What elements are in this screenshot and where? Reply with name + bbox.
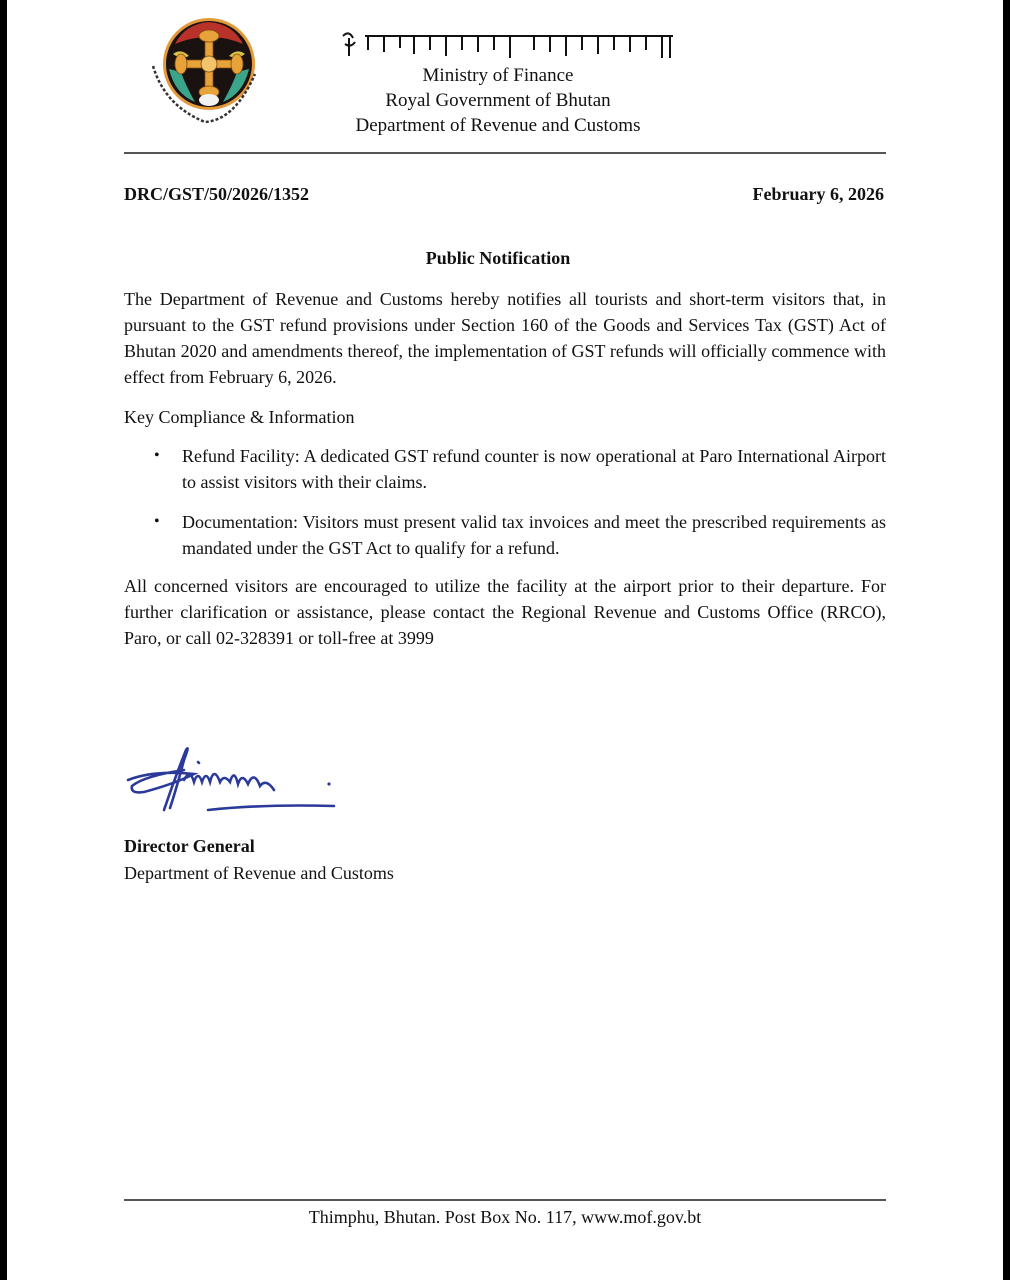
bullet-documentation bbox=[124, 509, 886, 561]
closing-paragraph: All concerned visitors are encouraged to utilize the facility at the airport prior to their departure. For further clarification or assistance, please contact the Regional Revenue and Customs Office (RRCO), Paro, or call 02-328391 or toll-free at 3999 bbox=[124, 576, 886, 648]
notice-title: Public Notification bbox=[425, 248, 571, 268]
document-page bbox=[7, 0, 1003, 1280]
dzongkha-title bbox=[337, 28, 687, 62]
department-name: Department of Revenue and Customs bbox=[355, 115, 641, 136]
signatory-title: Director General bbox=[124, 836, 255, 856]
bullet-text: Refund Facility: A dedicated GST refund counter is now operational at Paro International Airport to assist visitors with their claims. bbox=[182, 446, 886, 492]
footer-divider bbox=[124, 1199, 886, 1201]
bullet-refund-facility bbox=[124, 443, 886, 495]
footer-address: Thimphu, Bhutan. Post Box No. 117, www.mof.gov.bt bbox=[308, 1207, 702, 1227]
signatory-department: Department of Revenue and Customs bbox=[124, 863, 394, 883]
notice-date: February 6, 2026 bbox=[752, 184, 884, 204]
bullet-icon: • bbox=[154, 513, 160, 530]
intro-paragraph: The Department of Revenue and Customs hereby notifies all tourists and short-term visitors that, in pursuant to the GST refund provisions under Section 160 of the Goods and Services Tax (GST) Act of Bhutan 2020 and amendments thereof, the implementation of GST refunds will officially commence with effect from February 6, 2026. bbox=[124, 289, 886, 387]
header-divider bbox=[124, 152, 886, 154]
key-compliance-heading: Key Compliance & Information bbox=[124, 407, 355, 427]
reference-number: DRC/GST/50/2026/1352 bbox=[124, 184, 310, 204]
government-name: Royal Government of Bhutan bbox=[385, 90, 611, 111]
signature-icon bbox=[124, 740, 344, 820]
ministry-name: Ministry of Finance bbox=[422, 65, 574, 86]
bullet-text: Documentation: Visitors must present valid tax invoices and meet the prescribed requirements as mandated under the GST Act to qualify for a refund. bbox=[182, 512, 886, 558]
bullet-icon: • bbox=[154, 447, 160, 464]
